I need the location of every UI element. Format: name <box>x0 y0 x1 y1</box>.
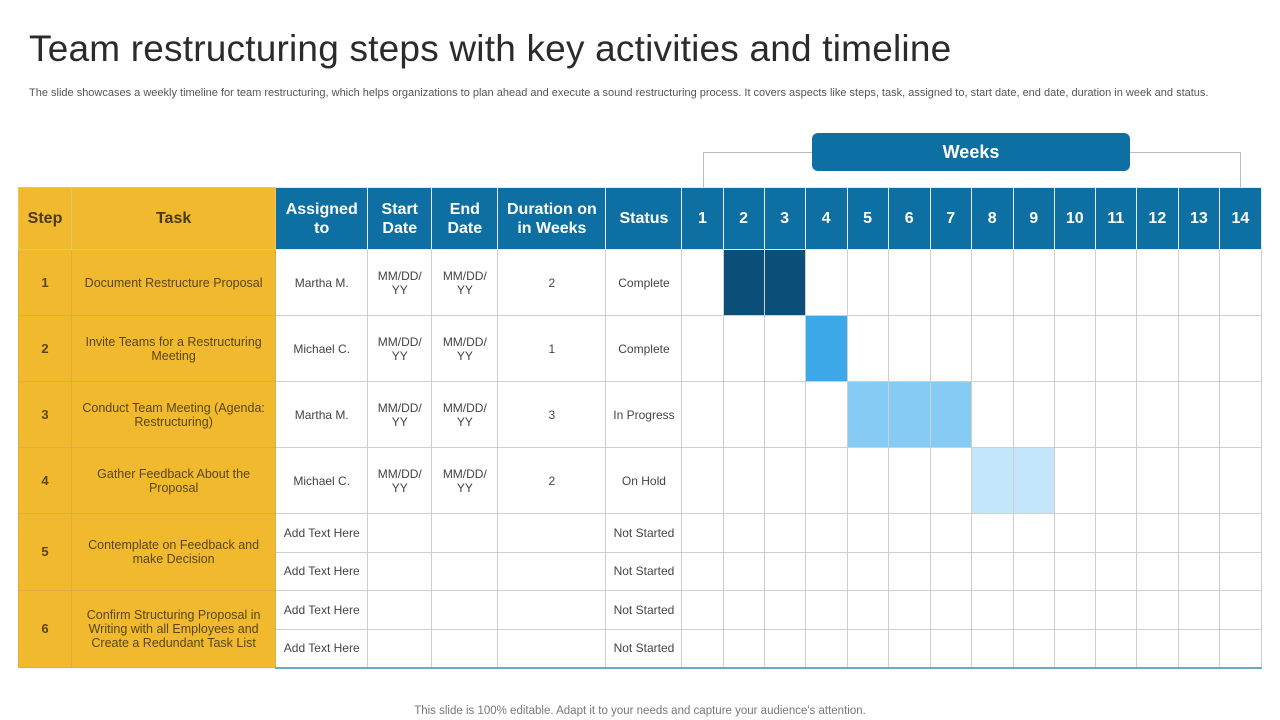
week-cell <box>1136 316 1178 382</box>
status: Not Started <box>606 514 682 553</box>
week-cell <box>1054 591 1095 630</box>
header-week-10: 10 <box>1054 188 1095 250</box>
week-cell <box>723 316 764 382</box>
week-cell <box>1178 591 1219 630</box>
week-cell <box>1136 629 1178 668</box>
header-week-5: 5 <box>847 188 888 250</box>
gantt-bar-cell <box>930 382 971 448</box>
week-cell <box>1219 250 1261 316</box>
task-name: Invite Teams for a Restructuring Meeting <box>72 316 276 382</box>
week-cell <box>888 316 930 382</box>
week-cell <box>1054 629 1095 668</box>
status: Complete <box>606 316 682 382</box>
status: In Progress <box>606 382 682 448</box>
start-date: MM/DD/ YY <box>368 250 432 316</box>
week-cell <box>1095 250 1136 316</box>
footer-note: This slide is 100% editable. Adapt it to your needs and capture your audience's attention. <box>414 705 866 717</box>
header-week-13: 13 <box>1178 188 1219 250</box>
task-name: Contemplate on Feedback and make Decision <box>72 514 276 591</box>
week-cell <box>930 552 971 591</box>
assigned-to: Add Text Here <box>276 591 368 630</box>
header-week-1: 1 <box>682 188 723 250</box>
header-week-4: 4 <box>805 188 847 250</box>
header-week-3: 3 <box>764 188 805 250</box>
week-cell <box>1219 514 1261 553</box>
header-row <box>19 188 1262 250</box>
assigned-to: Martha M. <box>276 382 368 448</box>
week-cell <box>1013 316 1054 382</box>
week-cell <box>1178 382 1219 448</box>
status: Not Started <box>606 629 682 668</box>
week-cell <box>1054 382 1095 448</box>
assigned-to: Add Text Here <box>276 514 368 553</box>
header-duration: Duration on in Weeks <box>498 188 606 250</box>
week-cell <box>805 382 847 448</box>
week-cell <box>888 250 930 316</box>
page-subtitle: The slide showcases a weekly timeline for team restructuring, which helps organizations to plan ahead and execute a sound restructuring process. It covers aspects like steps, task, assigned to, start date, end date, duration in week and status. <box>29 87 1209 99</box>
status: On Hold <box>606 448 682 514</box>
week-cell <box>971 514 1013 553</box>
gantt-bar-cell <box>723 250 764 316</box>
header-assigned: Assigned to <box>276 188 368 250</box>
gantt-bar-cell <box>971 448 1013 514</box>
week-cell <box>682 448 723 514</box>
week-cell <box>971 591 1013 630</box>
week-cell <box>930 629 971 668</box>
table-row <box>19 448 1262 514</box>
assigned-to: Michael C. <box>276 448 368 514</box>
header-status: Status <box>606 188 682 250</box>
week-cell <box>764 552 805 591</box>
status: Not Started <box>606 591 682 630</box>
start-date: MM/DD/ YY <box>368 316 432 382</box>
week-cell <box>1178 552 1219 591</box>
week-cell <box>888 552 930 591</box>
task-name: Confirm Structuring Proposal in Writing with all Employees and Create a Redundant Task List <box>72 591 276 668</box>
week-cell <box>1095 316 1136 382</box>
week-cell <box>764 448 805 514</box>
week-cell <box>847 250 888 316</box>
duration <box>498 629 606 668</box>
week-cell <box>888 629 930 668</box>
week-cell <box>971 382 1013 448</box>
assigned-to: Add Text Here <box>276 552 368 591</box>
week-cell <box>723 552 764 591</box>
week-cell <box>1013 250 1054 316</box>
week-cell <box>971 552 1013 591</box>
duration: 2 <box>498 250 606 316</box>
week-cell <box>1013 514 1054 553</box>
duration: 2 <box>498 448 606 514</box>
week-cell <box>1054 552 1095 591</box>
week-cell <box>805 552 847 591</box>
week-cell <box>1054 250 1095 316</box>
week-cell <box>682 316 723 382</box>
duration: 1 <box>498 316 606 382</box>
duration <box>498 552 606 591</box>
header-week-2: 2 <box>723 188 764 250</box>
week-cell <box>764 316 805 382</box>
gantt-bar-cell <box>805 316 847 382</box>
week-cell <box>1178 448 1219 514</box>
step-number: 5 <box>19 514 72 591</box>
end-date <box>432 514 498 553</box>
week-cell <box>888 514 930 553</box>
week-cell <box>682 552 723 591</box>
week-cell <box>1095 514 1136 553</box>
timeline-table <box>18 187 1262 669</box>
week-cell <box>1136 448 1178 514</box>
status: Complete <box>606 250 682 316</box>
week-cell <box>805 629 847 668</box>
week-cell <box>1178 250 1219 316</box>
week-cell <box>1178 316 1219 382</box>
table-row <box>19 382 1262 448</box>
week-cell <box>971 316 1013 382</box>
week-cell <box>1054 448 1095 514</box>
week-cell <box>888 591 930 630</box>
week-cell <box>971 629 1013 668</box>
week-cell <box>1136 514 1178 553</box>
gantt-bar-cell <box>847 382 888 448</box>
header-week-14: 14 <box>1219 188 1261 250</box>
week-cell <box>930 448 971 514</box>
header-week-7: 7 <box>930 188 971 250</box>
week-cell <box>764 629 805 668</box>
week-cell <box>1219 629 1261 668</box>
gantt-bar-cell <box>888 382 930 448</box>
week-cell <box>847 514 888 553</box>
week-cell <box>805 250 847 316</box>
header-week-8: 8 <box>971 188 1013 250</box>
week-cell <box>847 591 888 630</box>
assigned-to: Martha M. <box>276 250 368 316</box>
start-date <box>368 629 432 668</box>
week-cell <box>723 629 764 668</box>
week-cell <box>1178 514 1219 553</box>
step-number: 4 <box>19 448 72 514</box>
start-date: MM/DD/ YY <box>368 448 432 514</box>
week-cell <box>764 514 805 553</box>
assigned-to: Add Text Here <box>276 629 368 668</box>
gantt-bar-cell <box>764 250 805 316</box>
week-cell <box>930 591 971 630</box>
header-task: Task <box>72 188 276 250</box>
week-cell <box>805 591 847 630</box>
week-cell <box>1095 591 1136 630</box>
week-cell <box>723 448 764 514</box>
week-cell <box>1013 591 1054 630</box>
table-row <box>19 250 1262 316</box>
week-cell <box>723 382 764 448</box>
end-date <box>432 591 498 630</box>
week-cell <box>1136 382 1178 448</box>
end-date: MM/DD/ YY <box>432 250 498 316</box>
table-row <box>19 316 1262 382</box>
week-cell <box>1136 552 1178 591</box>
week-cell <box>723 591 764 630</box>
start-date <box>368 514 432 553</box>
week-cell <box>847 448 888 514</box>
end-date: MM/DD/ YY <box>432 448 498 514</box>
header-week-6: 6 <box>888 188 930 250</box>
week-cell <box>764 591 805 630</box>
step-number: 2 <box>19 316 72 382</box>
week-cell <box>682 629 723 668</box>
week-cell <box>1136 591 1178 630</box>
week-cell <box>764 382 805 448</box>
end-date <box>432 629 498 668</box>
week-cell <box>971 250 1013 316</box>
week-cell <box>1219 591 1261 630</box>
week-cell <box>682 591 723 630</box>
week-cell <box>1054 514 1095 553</box>
end-date: MM/DD/ YY <box>432 382 498 448</box>
step-number: 3 <box>19 382 72 448</box>
week-cell <box>682 382 723 448</box>
table-row <box>19 514 1262 553</box>
table-body <box>19 250 1262 668</box>
header-week-12: 12 <box>1136 188 1178 250</box>
week-cell <box>1095 448 1136 514</box>
week-cell <box>1136 250 1178 316</box>
week-cell <box>805 514 847 553</box>
task-name: Conduct Team Meeting (Agenda: Restructuring) <box>72 382 276 448</box>
week-cell <box>723 514 764 553</box>
week-cell <box>1219 382 1261 448</box>
start-date <box>368 552 432 591</box>
week-cell <box>1013 629 1054 668</box>
week-cell <box>1095 382 1136 448</box>
duration: 3 <box>498 382 606 448</box>
status: Not Started <box>606 552 682 591</box>
header-start-date: Start Date <box>368 188 432 250</box>
header-step: Step <box>19 188 72 250</box>
table-row <box>19 591 1262 630</box>
week-cell <box>682 514 723 553</box>
week-cell <box>805 448 847 514</box>
week-cell <box>1219 316 1261 382</box>
start-date: MM/DD/ YY <box>368 382 432 448</box>
week-cell <box>847 629 888 668</box>
header-end-date: End Date <box>432 188 498 250</box>
duration <box>498 591 606 630</box>
step-number: 1 <box>19 250 72 316</box>
week-cell <box>1095 629 1136 668</box>
end-date <box>432 552 498 591</box>
step-number: 6 <box>19 591 72 668</box>
week-cell <box>1095 552 1136 591</box>
weeks-banner: Weeks <box>812 133 1130 171</box>
duration <box>498 514 606 553</box>
week-cell <box>1013 382 1054 448</box>
end-date: MM/DD/ YY <box>432 316 498 382</box>
week-cell <box>1178 629 1219 668</box>
week-cell <box>930 514 971 553</box>
header-week-9: 9 <box>1013 188 1054 250</box>
assigned-to: Michael C. <box>276 316 368 382</box>
header-week-11: 11 <box>1095 188 1136 250</box>
week-cell <box>1013 552 1054 591</box>
week-cell <box>888 448 930 514</box>
week-cell <box>847 316 888 382</box>
task-name: Document Restructure Proposal <box>72 250 276 316</box>
gantt-bar-cell <box>1013 448 1054 514</box>
page-title: Team restructuring steps with key activities and timeline <box>29 28 952 69</box>
week-cell <box>1219 448 1261 514</box>
week-cell <box>930 250 971 316</box>
start-date <box>368 591 432 630</box>
task-name: Gather Feedback About the Proposal <box>72 448 276 514</box>
week-cell <box>930 316 971 382</box>
week-cell <box>847 552 888 591</box>
week-cell <box>682 250 723 316</box>
week-cell <box>1219 552 1261 591</box>
week-cell <box>1054 316 1095 382</box>
